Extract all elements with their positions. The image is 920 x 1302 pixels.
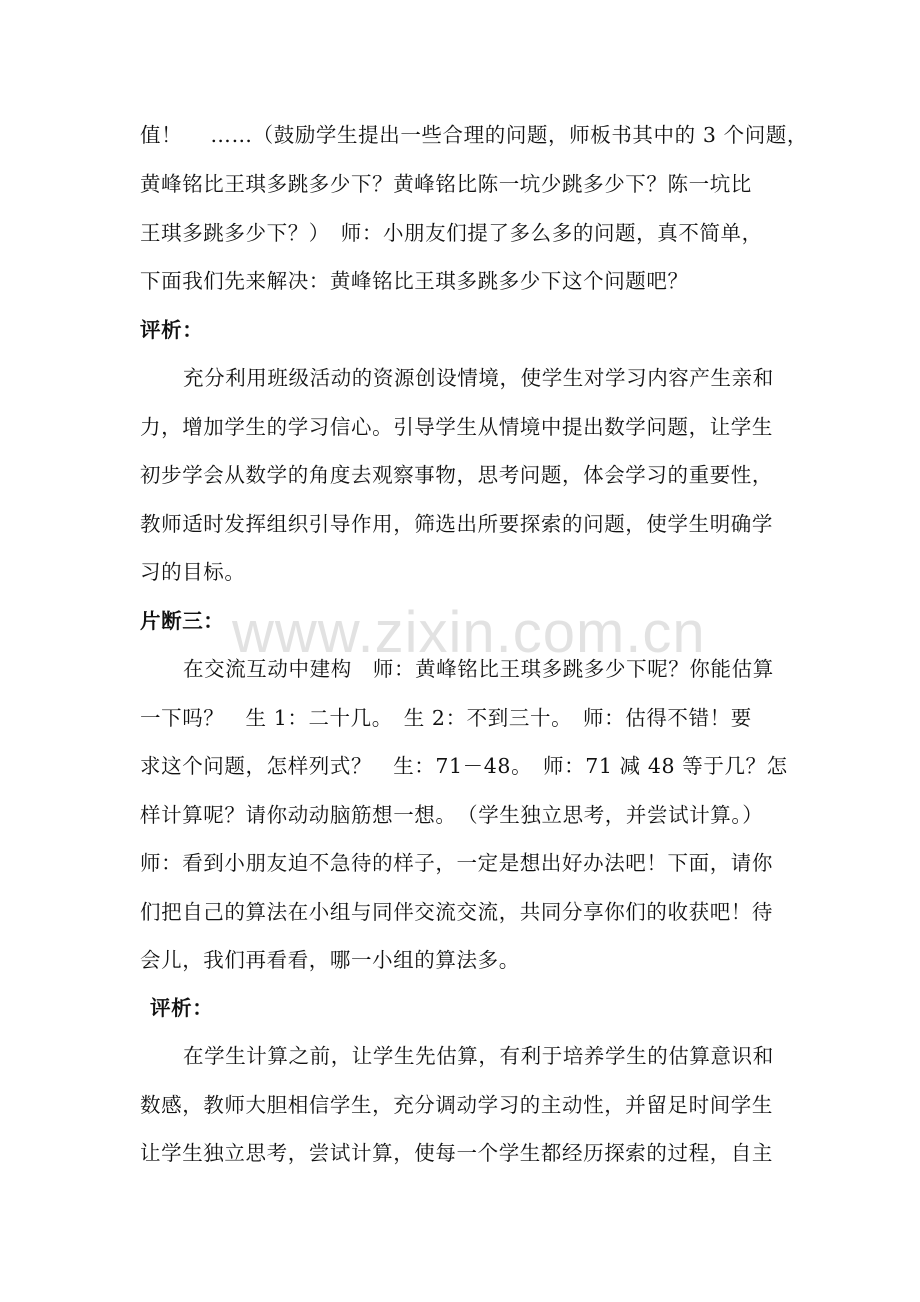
text-line: 王琪多跳多少下？） 师：小朋友们提了多么多的问题，真不简单，: [140, 221, 763, 245]
text-line: 力，增加学生的学习信心。引导学生从情境中提出数学问题，让学生: [140, 415, 773, 439]
text-line: 习的目标。: [140, 560, 246, 584]
text-line: 师：看到小朋友迫不急待的样子，一定是想出好办法吧！下面，请你: [140, 851, 773, 875]
text-line: 让学生独立思考，尝试计算，使每一个学生都经历探索的过程，自主: [140, 1141, 773, 1165]
text-line: 黄峰铭比王琪多跳多少下？黄峰铭比陈一坑少跳多少下？陈一坑比: [140, 172, 752, 196]
text-line: 样计算呢？请你动动脑筋想一想。 （学生独立思考，并尝试计算。）: [140, 803, 764, 827]
text-line: 下面我们先来解决：黄峰铭比王琪多跳多少下这个问题吧？: [140, 269, 689, 293]
text-line: 初步学会从数学的角度去观察事物，思考问题，体会学习的重要性，: [140, 463, 773, 487]
watermark: www.zixin.com.cn: [232, 600, 706, 665]
section-heading-analysis: 评析：: [150, 996, 214, 1020]
text-line: 在交流互动中建构 师：黄峰铭比王琪多跳多少下呢？你能估算: [183, 657, 774, 681]
text-line: 们把自己的算法在小组与同伴交流交流，共同分享你们的收获吧！待: [140, 900, 773, 924]
text-line: 充分利用班级活动的资源创设情境，使学生对学习内容产生亲和: [183, 366, 774, 390]
text-line: 一下吗？ 生 1：二十几。 生 2：不到三十。 师：估得不错！要: [140, 706, 752, 730]
text-line: 数感，教师大胆相信学生，充分调动学习的主动性，并留足时间学生: [140, 1093, 773, 1117]
text-line: 教师适时发挥组织引导作用，筛选出所要探索的问题，使学生明确学: [140, 512, 773, 536]
text-line: 会儿，我们再看看，哪一小组的算法多。: [140, 948, 520, 972]
section-heading-fragment-three: 片断三：: [140, 609, 225, 633]
text-line: 求这个问题，怎样列式？ 生：71－48。 师：71 减 48 等于几？怎: [140, 754, 788, 778]
text-line: 在学生计算之前，让学生先估算，有利于培养学生的估算意识和: [183, 1044, 774, 1068]
text-line: 值！ ……（鼓励学生提出一些合理的问题，师板书其中的 3 个问题，: [140, 123, 808, 147]
section-heading-analysis: 评析：: [140, 318, 204, 342]
